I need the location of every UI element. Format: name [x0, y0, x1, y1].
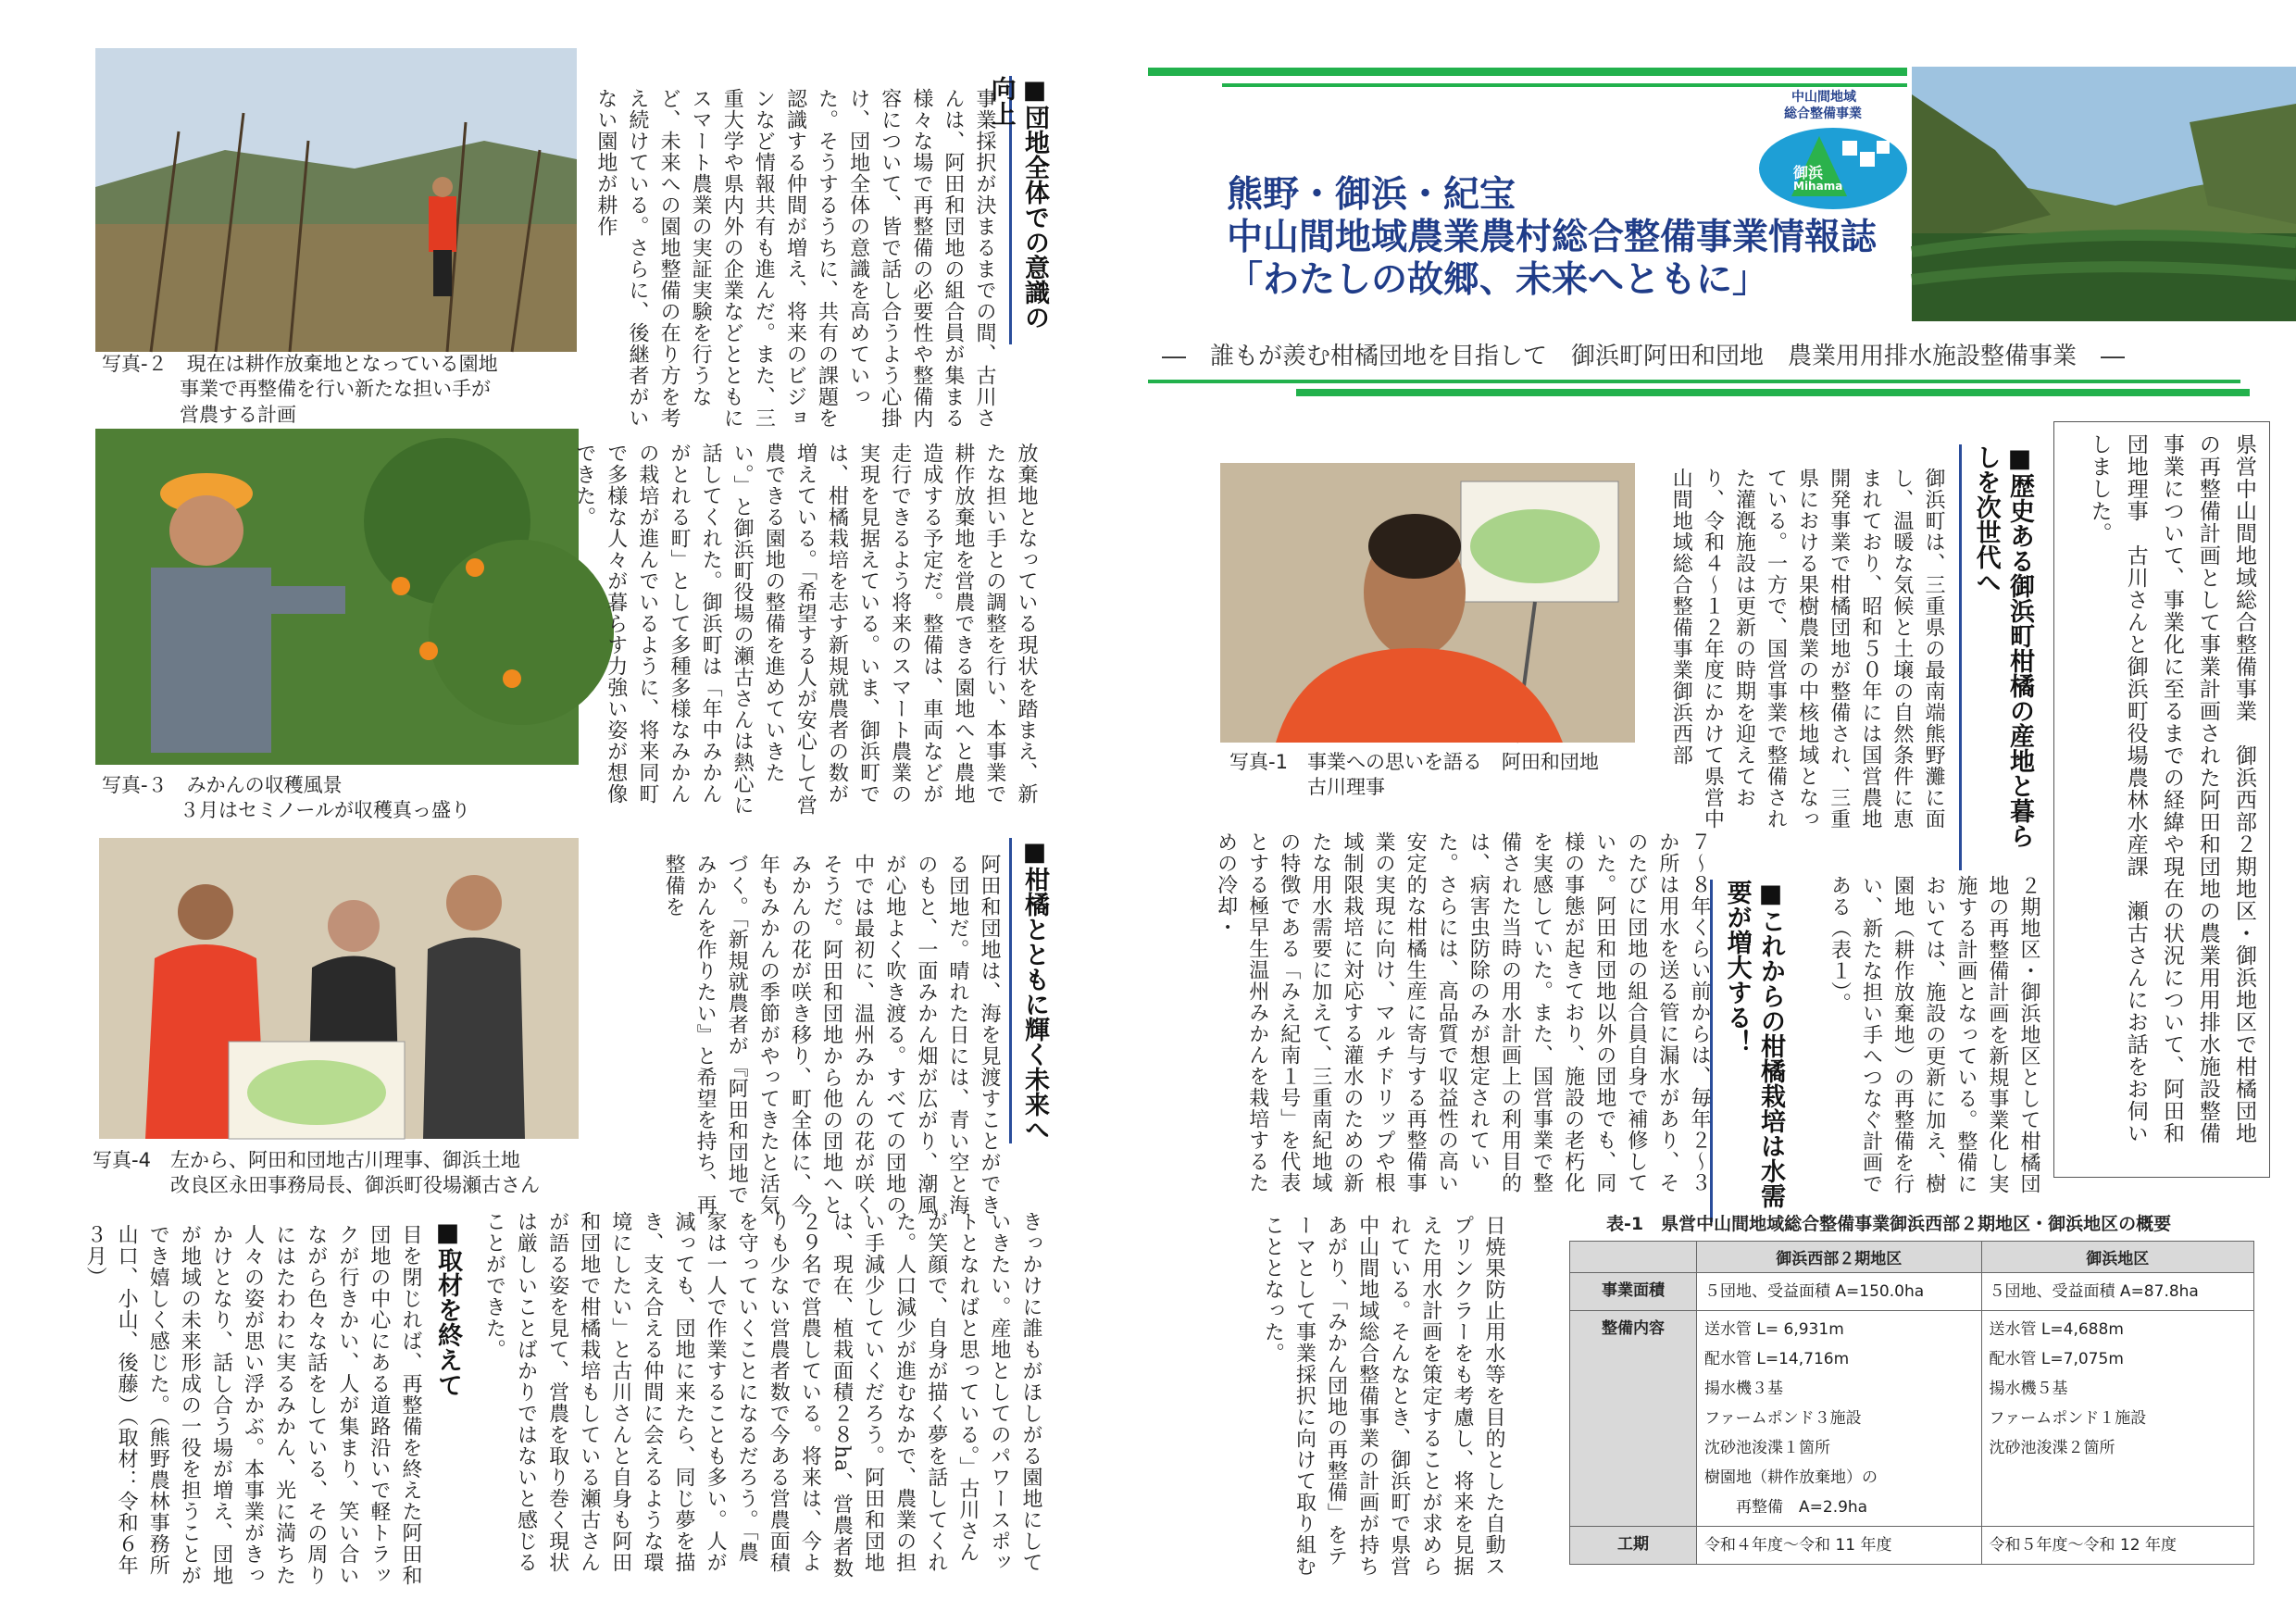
photo-3-caption: 写真-３ みかんの収穫風景 ３月はセミノールが収穫真っ盛り	[102, 774, 470, 822]
heading-water: ■これからの柑橘栽培は水需要が増大する！	[1710, 880, 1787, 1222]
water-text-1: ７～８年くらい前からは、毎年２～３か所は用水を送る管に漏水があり、そのたびに団地の組合員自身で補修していた。阿田和団地以外の団地でも、同様の事態が起きており、施設の老朽化を実感していた。また、国営事業で整備された当時の用水計画上の利用目的は、病害虫防除のみが想定されていた。さらには、高品質で収益性の高い安定的な柑橘生産に寄与する再整備事業の実現に向け、マルチドリップや根域制限栽培に対応する灌水のための新たな用水需要に加えて、三重南紀地域の特徴である「みえ紀南１号」を代表とする極早生温州みかんを栽培するための冷却・	[1214, 831, 1711, 1193]
title-line-2: 中山間地域農業農村総合整備事業情報誌	[1227, 217, 1878, 258]
history-text-2: ２期地区・御浜地区として柑橘団地の再整備計画を新規事業化し実施する計画となっている。整備においては、施設の更新に加え、樹園地（耕作放棄地）の再整備を行い、新たな担い手へつなぐ計画である（表１）。	[1828, 875, 2040, 1194]
water-text-2: 日焼果防止用水等を目的とした自動スプリンクラーをも考慮し、将来を見据えた用水計画を策定することが求められている。そんなとき、御浜町で県営中山間地域総合整備事業の計画が持ちあがり、「みかん団地の再整備」をテーマとして事業採択に向けて取り組むこととなった。	[1261, 1215, 1505, 1577]
logo-label-2: 総合整備事業	[1784, 106, 1862, 121]
logo-name: 御浜	[1793, 164, 1824, 181]
future-text-2: きっかけに誰もがほしがる園地にしていきたい。産地としてのパワースポットとなればと思っている。」古川さんが笑顔で、自身が描く夢を話してくれた。人口減少が進むなかで、農業の担い手減少していくだろう。阿田和団地は、現在、植栽面積２８ha、営農者数２９名で営農している。将来は、今よりも少ない営農者数で今ある営農面積を守っていくことになるだろう。「農家は一人で作業することも多い。人が減っても、団地に来たら、同じ夢を描き、支え合える仲間に会えるような環境にしたい」と古川さんと自身も阿田和団地で柑橘栽培もしている瀬古さんが語る姿を見て、営農を取り巻く現状は厳しいことばかりではないと感じることができた。	[482, 1211, 1042, 1580]
row-area-a: ５団地、受益面積 A=150.0ha	[1697, 1273, 1982, 1311]
logo-label-1: 中山間地域	[1791, 90, 1856, 105]
subtitle-bottom-bar-thin	[1148, 380, 2240, 383]
closing-text: 目を閉じれば、再整備を終えた阿田和団地の中心にある道路沿いで軽トラックが行きかい、人が集まり、笑い合いながら色々な話をしている、その周りにはたわわに実るみかん、光に満ちた人々の姿が思い浮かぶ。本事業がきっかけとなり、話し合う場が増え、団地が地域の未来形成の一役を担うことができ嬉しく感じた。（熊野農林事務所 山口、小山、後藤）（取材：令和６年３月）	[83, 1224, 422, 1597]
header-top-bar	[1148, 68, 1907, 76]
table-corner	[1570, 1242, 1697, 1273]
title-line-3: 「わたしの故郷、未来へともに」	[1227, 259, 1769, 301]
photo-4-caption: 写真-4 左から、阿田和団地古川理事、御浜土地 改良区永田事務局長、御浜町役場瀬古さん	[93, 1149, 540, 1197]
logo-emblem-icon	[1754, 122, 1912, 215]
heading-closing: ■取材を終えて	[433, 1218, 462, 1397]
row-period-b: 令和５年度～令和 12 年度	[1981, 1527, 2253, 1565]
table-col-2: 御浜地区	[1981, 1242, 2253, 1273]
photo-2-caption: 写真-２ 現在は耕作放棄地となっている園地 事業で再整備を行い新たな担い手が 営農する計画	[102, 353, 498, 426]
awareness-text-2: 放棄地となっている現状を踏まえ、新たな担い手との調整を行い、本事業で耕作放棄地を営農できる園地へと農地造成する予定だ。整備は、車両などが走行できるよう将来のスマート農業の実現を見据えている。いま、御浜町では、柑橘栽培を志す新規就農者の数が増えている。「希望する人が安心して営農できる園地の整備を進めていきたい。」と御浜町役場の瀬古さんは熱心に話してくれた。御浜町は「年中みかんがとれる町」として多種多様なみかんの栽培が進んでいるように、将来同町で多様な人々が暮らす力強い姿が想像できた。	[572, 443, 1038, 816]
awareness-text-1: 事業採択が決まるまでの間、古川さんは、阿田和団地の組合員が集まる様々な場で再整備の必要性や整備内容について、皆で話し合うよう心掛け、団地全体の意識を高めていった。そうするうちに、共有の課題を認識する仲間が増え、将来のビジョンなど情報共有も進んだ。また、三重大学や県内外の企業などとともにスマート農業の実証実験を行うなど、未来への園地整備の在り方を考え続けている。さらに、後継者がいない園地が耕作	[593, 88, 996, 429]
photo-3	[95, 429, 579, 765]
future-text-1: 阿田和団地は、海を見渡すことができる団地だ。晴れた日には、青い空と海のもと、一面みかん畑が広がり、潮風が心地よく吹き渡る。すべての団地の中では最初に、温州みかんの花が咲くそうだ。阿田和団地から他の団地へとみかんの花が咲き移り、町全体に、今年もみかんの季節がやってきたと活気づく。「新規就農者が『阿田和団地でみかんを作りたい』と希望を持ち、再整備を	[662, 854, 1001, 1216]
heading-awareness: ■団地全体での意識の向上	[1009, 76, 1051, 344]
intro-box	[2053, 421, 2270, 1178]
history-text-1: 御浜町は、三重県の最南端熊野灘に面し、温暖な気候と土壌の自然条件に恵まれており、昭和５０年には国営農地開発事業で柑橘団地が整備され、三重県における果樹農業の中核地域となっている。一方で、国営事業で整備された灌漑施設は更新の時期を迎えており、令和４～１２年度にかけて県営中山間地域総合整備事業御浜西部	[1669, 468, 1945, 830]
heading-history: ■歴史ある御浜町柑橘の産地と暮らしを次世代へ	[1959, 444, 2036, 870]
row-label-content: 整備内容	[1570, 1311, 1697, 1527]
logo-name-en: Mihama	[1793, 180, 1843, 193]
photo-2	[95, 48, 577, 352]
table-col-1: 御浜西部２期地区	[1697, 1242, 1982, 1273]
subtitle: ― 誰もが羨む柑橘団地を目指して 御浜町阿田和団地 農業用用排水施設整備事業 ―	[1162, 343, 2126, 370]
row-period-a: 令和４年度～令和 11 年度	[1697, 1527, 1982, 1565]
row-content-a: 送水管 L= 6,931m 配水管 L=14,716m 揚水機３基 ファームポンド３施設 沈砂池浚渫１箇所 樹園地（耕作放棄地）の 再整備 A=2.9ha	[1697, 1311, 1982, 1527]
photo-4	[99, 838, 579, 1139]
intro-text: 県営中山間地域総合整備事業 御浜西部２期地区・御浜地区で柑橘団地の再整備計画として事業計画された阿田和団地の農業用用排水施設整備事業について、事業化に至るまでの経緯や現在の状況について、阿田和団地理事 古川さんと御浜町役場農林水産課 瀬古さんにお話をお伺いしました。	[2087, 433, 2256, 1144]
row-content-b: 送水管 L=4,688m 配水管 L=7,075m 揚水機５基 ファームポンド１施設 沈砂池浚渫２箇所	[1981, 1311, 2253, 1527]
photo-1	[1220, 463, 1635, 743]
photo-1-caption: 写真-1 事業への思いを語る 阿田和団地 古川理事	[1229, 751, 1599, 799]
title-line-1: 熊野・御浜・紀宝	[1227, 174, 1516, 216]
row-label-area: 事業面積	[1570, 1273, 1697, 1311]
summary-table	[1569, 1241, 2254, 1565]
header-landscape-photo	[1912, 67, 2296, 321]
program-logo	[1754, 85, 1912, 215]
subtitle-bottom-bar	[1296, 389, 2250, 396]
table-title: 表-1 県営中山間地域総合整備事業御浜西部２期地区・御浜地区の概要	[1606, 1214, 2172, 1234]
row-area-b: ５団地、受益面積 A=87.8ha	[1981, 1273, 2253, 1311]
row-label-period: 工期	[1570, 1527, 1697, 1565]
heading-future: ■柑橘とともに輝く未来へ	[1009, 838, 1051, 1143]
